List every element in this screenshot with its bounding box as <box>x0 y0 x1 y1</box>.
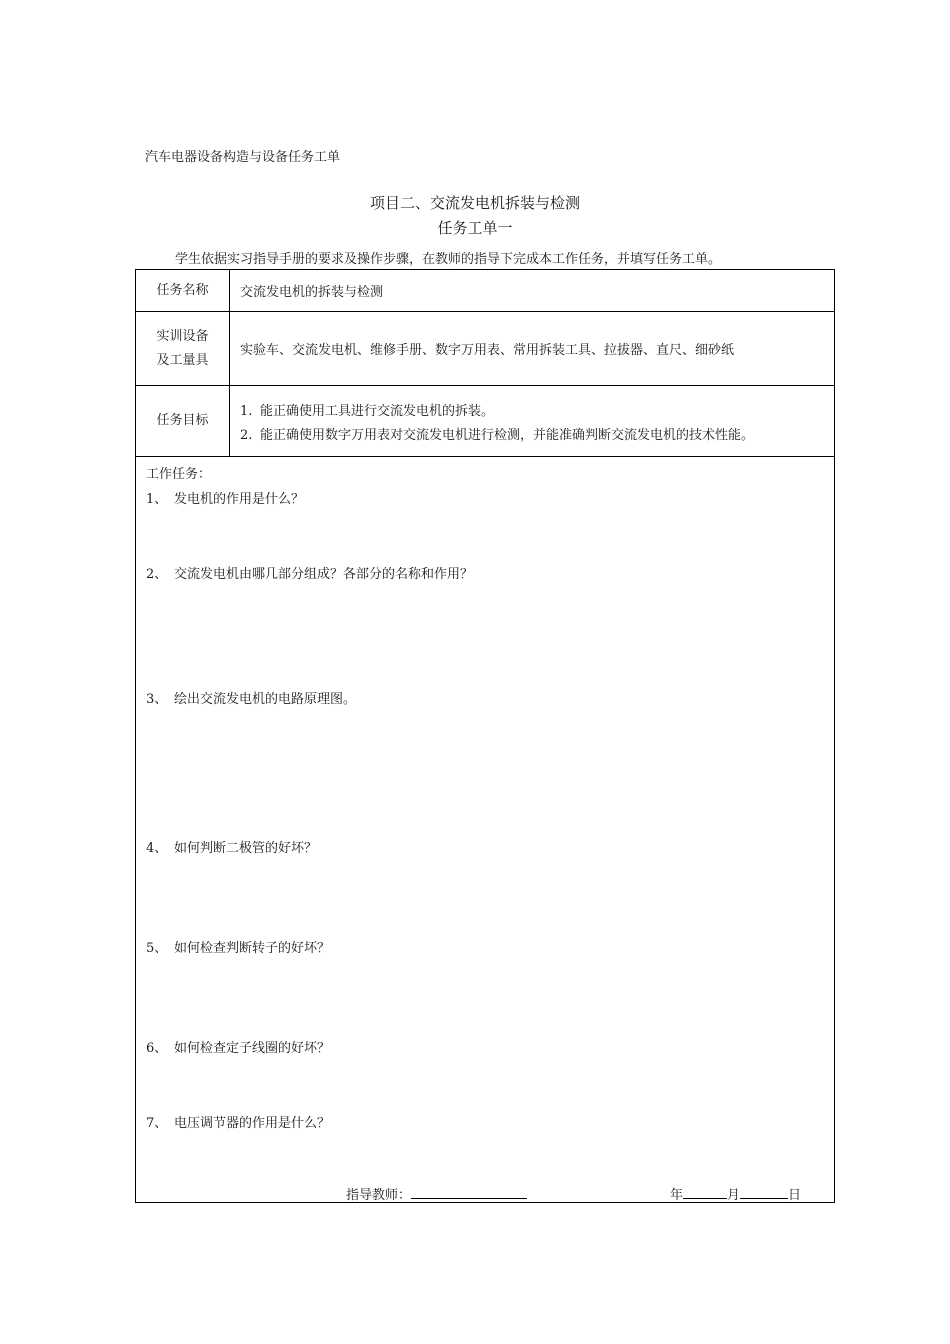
year-label: 年 <box>670 1188 684 1203</box>
day-label: 日 <box>788 1188 802 1203</box>
day-blank-line[interactable] <box>740 1186 788 1199</box>
page-subtitle: 任务工单一 <box>437 219 513 237</box>
date-field <box>670 1184 801 1203</box>
equipment-label-line1: 实训设备 <box>156 328 209 344</box>
task-name-row <box>136 270 834 312</box>
goal-item <box>240 424 834 448</box>
question-number: 3、 <box>146 692 168 707</box>
document-header: 汽车电器设备构造与设备任务工单 <box>145 150 341 165</box>
question-text: 发电机的作用是什么？ <box>174 492 305 507</box>
question-number: 1、 <box>146 492 168 507</box>
question-number: 6、 <box>146 1041 168 1056</box>
goal-number: 1. <box>240 404 253 419</box>
question-number: 7、 <box>146 1116 168 1131</box>
goal-text: 能正确使用工具进行交流发电机的拆装。 <box>260 404 495 419</box>
goals-label: 任务目标 <box>136 386 230 456</box>
page-title: 项目二、交流发电机拆装与检测 <box>369 194 580 212</box>
question-text: 如何判断二极管的好坏？ <box>174 841 318 856</box>
goals-list <box>230 386 834 456</box>
task-name-value: 交流发电机的拆装与检测 <box>240 285 384 300</box>
question-number: 2、 <box>146 567 168 582</box>
equipment-label-line2: 及工量具 <box>156 352 209 368</box>
goal-text: 能正确使用数字万用表对交流发电机进行检测，并能准确判断交流发电机的技术性能。 <box>260 428 755 443</box>
task-sheet-table <box>135 269 835 1203</box>
question-text: 绘出交流发电机的电路原理图。 <box>174 692 357 707</box>
question-number: 4、 <box>146 841 168 856</box>
question-text: 交流发电机由哪几部分组成？各部分的名称和作用？ <box>174 567 474 582</box>
question-item <box>146 1037 330 1056</box>
question-text: 如何检查判断转子的好坏？ <box>174 941 331 956</box>
question-item <box>146 1112 330 1131</box>
goal-number: 2. <box>240 428 253 443</box>
goal-item <box>240 400 834 424</box>
intro-text: 学生依据实习指导手册的要求及操作步骤，在教师的指导下完成本工作任务，并填写任务工单。 <box>175 252 722 267</box>
equipment-row <box>136 312 834 386</box>
equipment-label <box>136 312 230 385</box>
question-number: 5、 <box>146 941 168 956</box>
goals-row <box>136 386 834 457</box>
question-item <box>146 563 473 582</box>
work-tasks-heading: 工作任务： <box>146 467 212 482</box>
month-blank-line[interactable] <box>683 1186 727 1199</box>
teacher-signature-line[interactable] <box>411 1186 527 1199</box>
question-text: 电压调节器的作用是什么？ <box>174 1116 331 1131</box>
question-text: 如何检查定子线圈的好坏？ <box>174 1041 331 1056</box>
teacher-signature <box>346 1184 527 1203</box>
equipment-value: 实验车、交流发电机、维修手册、数字万用表、常用拆装工具、拉拔器、直尺、细砂纸 <box>240 343 735 358</box>
teacher-label: 指导教师： <box>346 1188 412 1203</box>
month-label: 月 <box>727 1188 741 1203</box>
question-item <box>146 688 356 707</box>
task-name-label: 任务名称 <box>136 270 230 311</box>
question-item <box>146 488 304 507</box>
question-item <box>146 937 330 956</box>
question-item <box>146 837 317 856</box>
